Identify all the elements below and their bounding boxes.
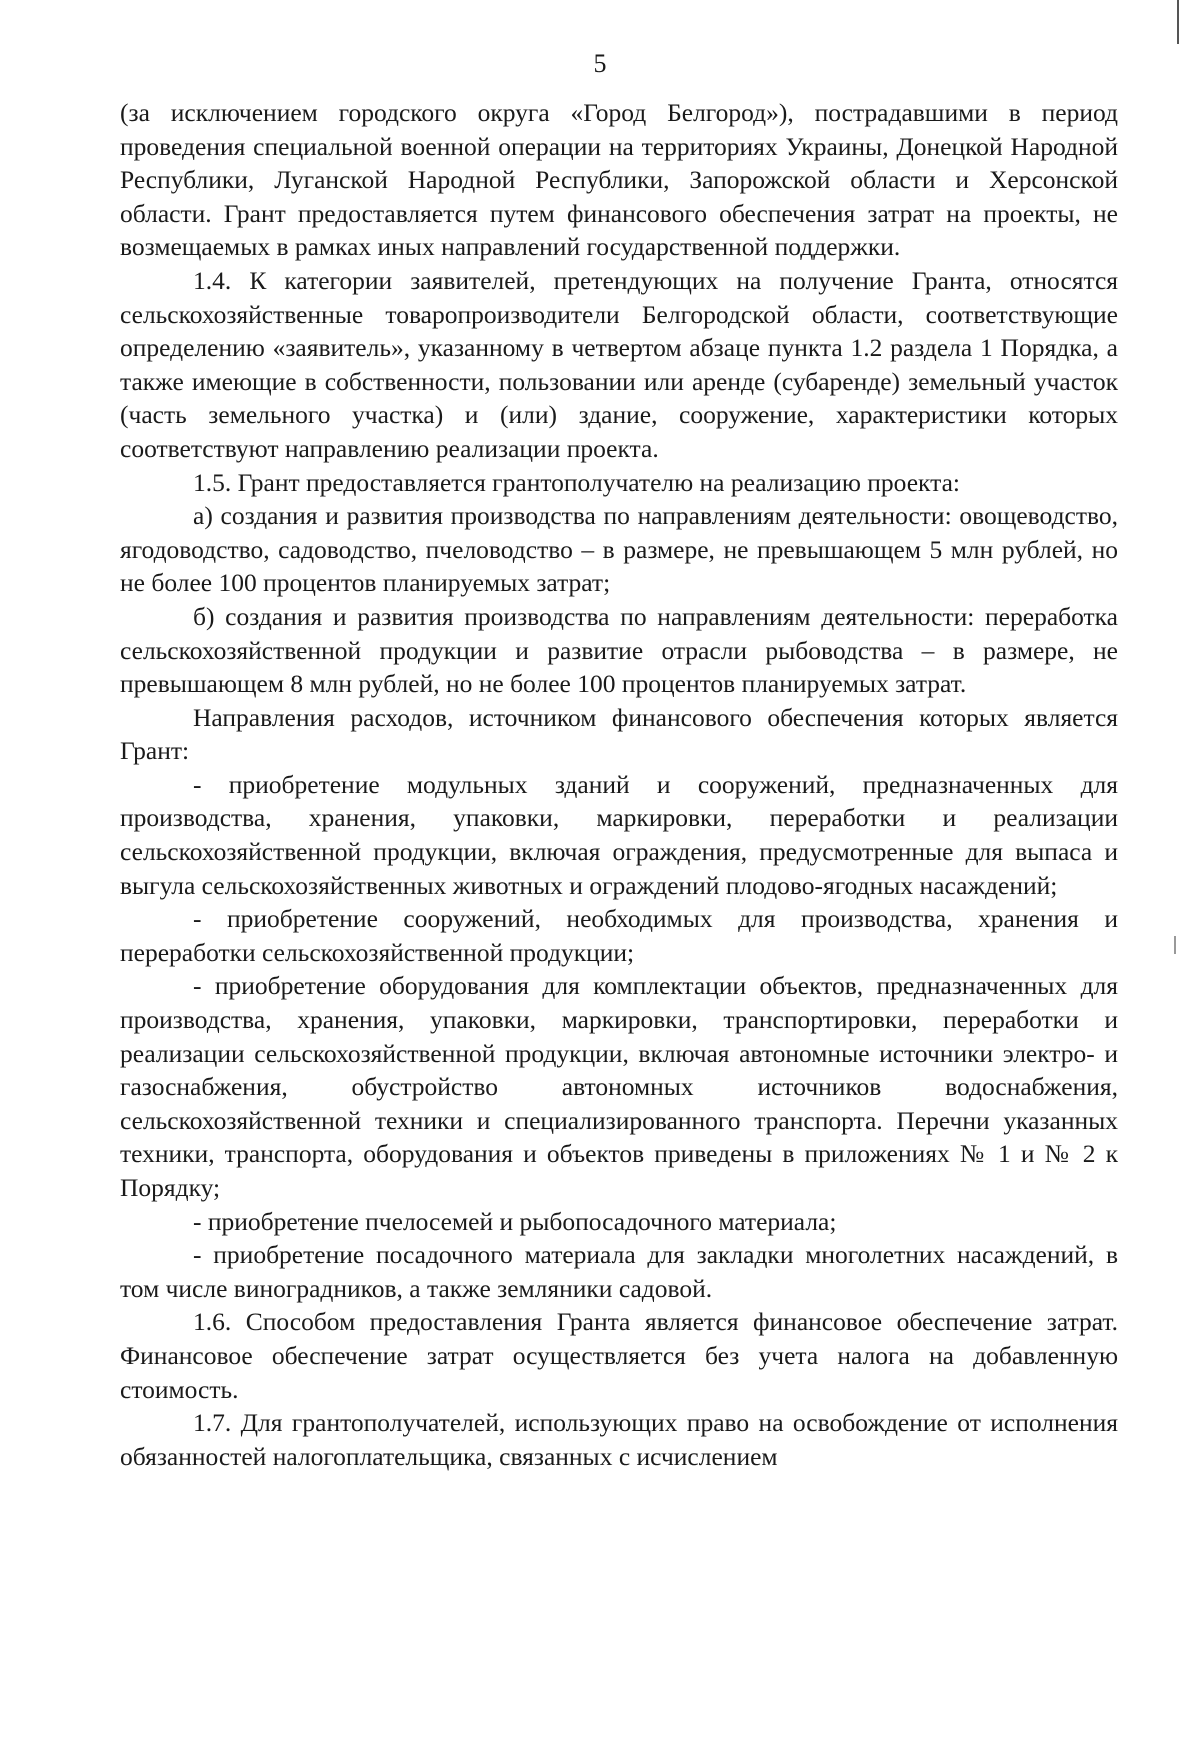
- list-item-modular-buildings: - приобретение модульных зданий и сооружений, предназначенных для производства, хранения, упаковки, маркировки, переработки и реализации сельскохозяйственной продукции, включая ограждения, предусмотренные для выпаса и выгула сельскохозяйственных животных и ограждений плодово-ягодных насаждений;: [120, 769, 1118, 900]
- document-body: [120, 96, 1118, 1473]
- list-item-equipment: - приобретение оборудования для комплектации объектов, предназначенных для производства, хранения, упаковки, маркировки, транспортировки, переработки и реализации сельскохозяйственной продукции, включая автономные источники электро- и газоснабжения, обустройство автономных источников водоснабжения, сельскохозяйственной техники и специализированного транспорта. Перечни указанных техники, транспорта, оборудования и объектов приведены в приложениях № 1 и № 2 к Порядку;: [120, 971, 1118, 1202]
- paragraph-expense-directions: Направления расходов, источником финансового обеспечения которых является Грант:: [120, 702, 1118, 766]
- paragraph-1-5-a: а) создания и развития производства по направлениям деятельности: овощеводство, ягодоводство, садоводство, пчеловодство – в размере, не превышающем 5 млн рублей, но не более 100 процентов планируемых затрат;: [120, 501, 1118, 598]
- paragraph-1-7: 1.7. Для грантополучателей, использующих право на освобождение от исполнения обязанностей налогоплательщика, связанных с исчислением: [120, 1408, 1118, 1471]
- paragraph-continuation: (за исключением городского округа «Город Белгород»), пострадавшими в период проведения специальной военной операции на территориях Украины, Донецкой Народной Республики, Луганской Народной Республики, Запорожской области и Херсонской области. Грант предоставляется путем финансового обеспечения затрат на проекты, не возмещаемых в рамках иных направлений государственной поддержки.: [120, 98, 1118, 262]
- paragraph-1-5-b: б) создания и развития производства по направлениям деятельности: переработка сельскохозяйственной продукции и развитие отрасли рыбоводства – в размере, не превышающем 8 млн рублей, но не более 100 процентов планируемых затрат.: [120, 601, 1118, 699]
- scan-edge-mark: [1174, 936, 1176, 954]
- paragraph-1-5: 1.5. Грант предоставляется грантополучателю на реализацию проекта:: [193, 467, 960, 497]
- page-number: 5: [593, 49, 607, 78]
- scan-edge-mark: [1177, 0, 1179, 44]
- list-item-planting-material: - приобретение посадочного материала для закладки многолетних насаждений, в том числе виноградников, а также земляники садовой.: [120, 1240, 1118, 1303]
- paragraph-1-4: 1.4. К категории заявителей, претендующих на получение Гранта, относятся сельскохозяйственные товаропроизводители Белгородской области, соответствующие определению «заявитель», указанному в четвертом абзаце пункта 1.2 раздела 1 Порядка, а также имеющие в собственности, пользовании или аренде (субаренде) земельный участок (часть земельного участка) и (или) здание, сооружение, характеристики которых соответствуют направлению реализации проекта.: [120, 265, 1118, 463]
- paragraph-1-6: 1.6. Способом предоставления Гранта является финансовое обеспечение затрат. Финансовое обеспечение затрат осуществляется без учета налога на добавленную стоимость.: [120, 1307, 1118, 1404]
- list-item-structures: - приобретение сооружений, необходимых для производства, хранения и переработки сельскохозяйственной продукции;: [120, 904, 1118, 967]
- list-item-bees-fish: - приобретение пчелосемей и рыбопосадочного материала;: [193, 1206, 837, 1236]
